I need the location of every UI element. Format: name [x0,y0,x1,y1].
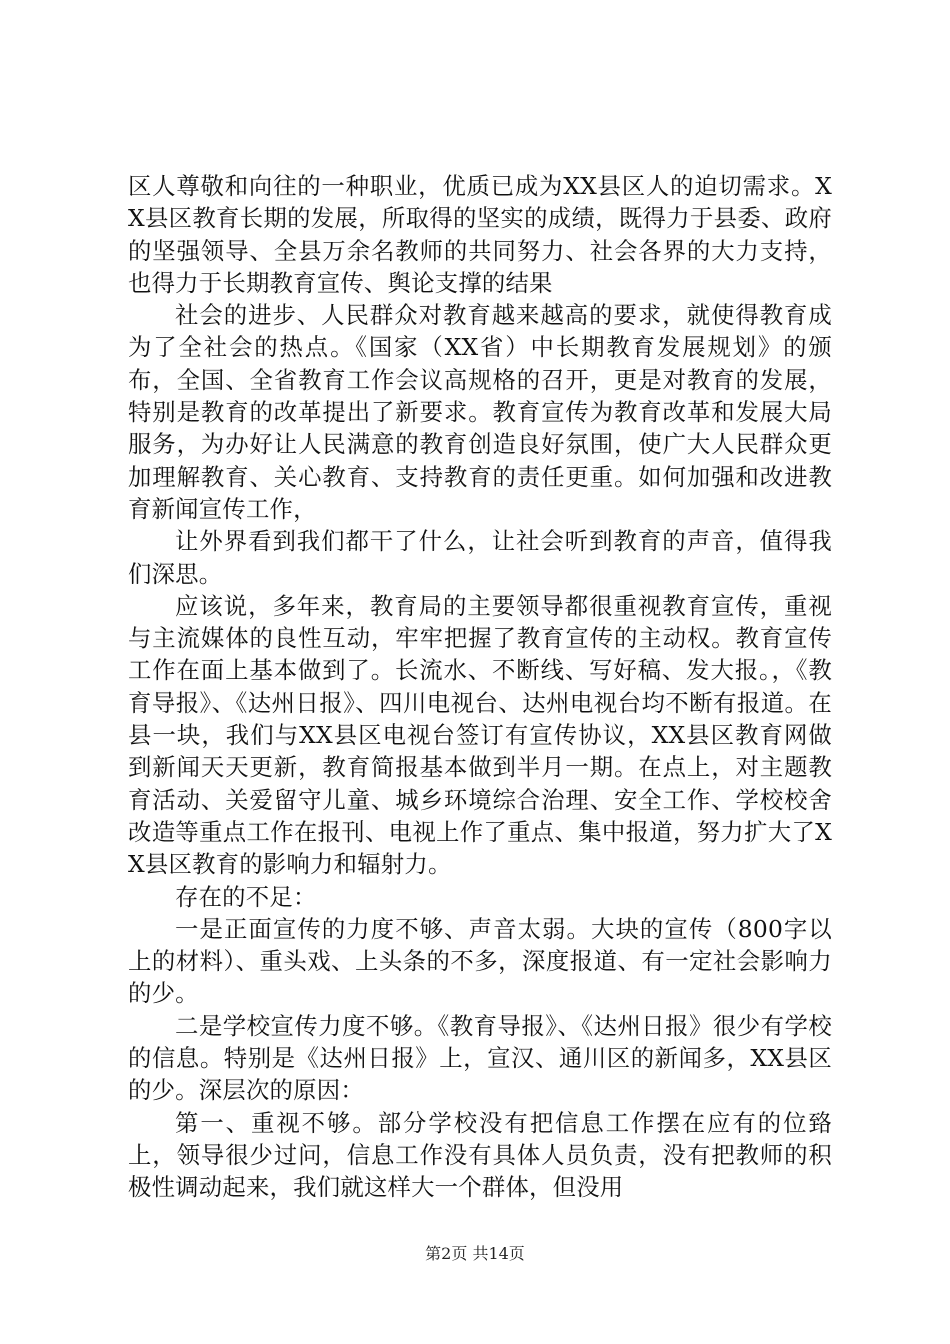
paragraph-7: 二是学校宣传力度不够。《教育导报》、《达州日报》很少有学校的信息。特别是《达州日报》上，宣汉、通川区的新闻多，XX县区的少。深层次的原因： [128,1011,832,1105]
paragraph-4: 应该说，多年来，教育局的主要领导都很重视教育宣传，重视与主流媒体的良性互动，牢牢把握了教育宣传的主动权。教育宣传工作在面上基本做到了。长流水、不断线、写好稿、发大报。，《教育导报》、《达州日报》、四川电视台、达州电视台均不断有报道。在县一块，我们与XX县区电视台签订有宣传协议，XX县区教育网做到新闻天天更新，教育简报基本做到半月一期。在点上，对主题教育活动、关爱留守儿童、城乡环境综合治理、安全工作、学校校舍改造等重点工作在报刊、电视上作了重点、集中报道，努力扩大了XX县区教育的影响力和辐射力。 [128,591,832,879]
paragraph-1: 区人尊敬和向往的一种职业，优质已成为XX县区人的迫切需求。XX县区教育长期的发展，所取得的坚实的成绩，既得力于县委、政府的坚强领导、全县万余名教师的共同努力、社会各界的大力支持，也得力于长期教育宣传、舆论支撑的结果 [128,172,832,297]
paragraph-5: 存在的不足： [175,882,317,911]
paragraph-6: 一是正面宣传的力度不够、声音太弱。大块的宣传（800字以上的材料）、重头戏、上头条的不多，深度报道、有一定社会影响力的少。 [128,914,832,1008]
paragraph-3: 让外界看到我们都干了什么，让社会听到教育的声音，值得我们深思。 [128,527,832,588]
page-number-footer: 第2页 共14页 [425,1244,525,1263]
paragraph-2: 社会的进步、人民群众对教育越来越高的要求，就使得教育成为了全社会的热点。《国家（XX省）中长期教育发展规划》的颁布，全国、全省教育工作会议高规格的召开，更是对教育的发展，特别是教育的改革提出了新要求。教育宣传为教育改革和发展大局服务，为办好让人民满意的教育创造良好氛围，使广大人民群众更加理解教育、关心教育、支持教育的责任更重。如何加强和改进教育新闻宣传工作， [128,301,832,523]
body-text [128,170,832,1204]
paragraph-8: 第一、重视不够。部分学校没有把信息工作摆在应有的位臵上，领导很少过问，信息工作没有具体人员负责，没有把教师的积极性调动起来，我们就这样大一个群体，但没用 [128,1108,832,1202]
